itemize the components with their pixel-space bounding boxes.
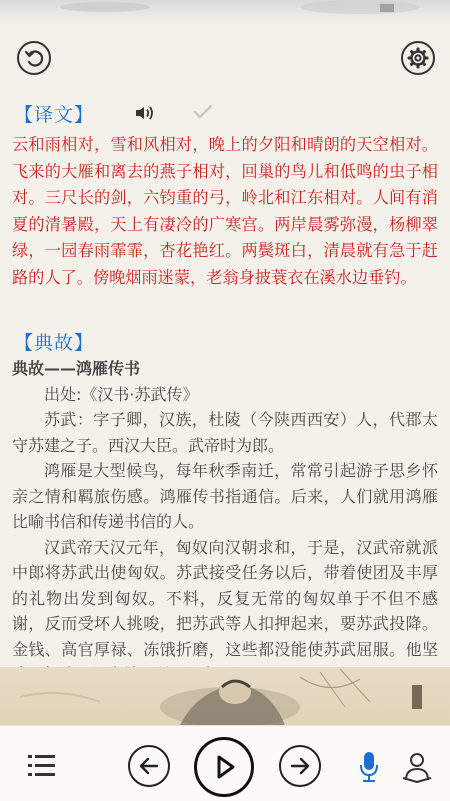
previous-button[interactable] xyxy=(128,745,170,787)
bottom-toolbar xyxy=(0,725,450,801)
allusion-paragraph: 鸿雁是大型候鸟，每年秋季南迁，常常引起游子思乡怀亲之情和羁旅伤感。鸿雁传书指通信。后来，人们就用鸿雁比喻书信和传递书信的人。 xyxy=(12,461,438,531)
microphone-icon xyxy=(358,750,380,784)
reader-icon xyxy=(400,750,434,784)
translation-text: 云和雨相对，雪和风相对，晚上的夕阳和晴朗的天空相对。飞来的大雁和离去的燕子相对，回巢的鸟儿和低鸣的虫子相对。三尺长的剑，六钧重的弓，岭北和江东相对。人间有消夏的清暑殿，天上有凄冷的广寒宫。两岸晨雾弥漫，杨柳翠绿，一园春雨霏霏，杏花艳红。两鬓斑白，清晨就有急于赶路的人了。傍晚烟雨迷蒙，老翁身披蓑衣在溪水边垂钓。 xyxy=(12,135,438,287)
checkmark-icon[interactable] xyxy=(193,104,213,124)
allusion-title: 【典故】 xyxy=(14,332,95,354)
allusion-source: 出处:《汉书·苏武传》 xyxy=(44,384,199,404)
back-button[interactable] xyxy=(17,41,51,75)
allusion-content xyxy=(12,356,438,666)
microphone-button[interactable] xyxy=(354,748,384,786)
arrow-right-icon xyxy=(289,756,311,776)
allusion-paragraph: 汉武帝天汉元年，匈奴向汉朝求和，于是，汉武帝就派中郎将苏武出使匈奴。苏武接受任务以后，带着使团及丰厚的礼物出发到匈奴。不料，反复无常的匈奴单于不但不感谢，反而受坏人挑唆，把苏武等人扣押起来，要苏武投降。金钱、高官厚禄、冻饿折磨，这些都没能使苏武屈服。他坚 xyxy=(12,537,438,659)
settings-button[interactable] xyxy=(401,41,435,75)
gear-icon xyxy=(406,46,430,70)
menu-button[interactable] xyxy=(22,748,62,784)
arrow-left-icon xyxy=(138,756,160,776)
reader-button[interactable] xyxy=(398,748,436,786)
ink-painting-banner xyxy=(0,667,450,725)
allusion-heading: 典故——鸿雁传书 xyxy=(12,359,141,378)
list-menu-icon xyxy=(27,752,57,780)
back-rotate-icon xyxy=(23,47,45,69)
speaker-icon[interactable] xyxy=(134,104,156,126)
allusion-paragraph: 苏武：字子卿，汉族，杜陵（今陕西西安）人，代郡太守苏建之子。西汉大臣。武帝时为郎。 xyxy=(12,410,438,455)
next-button[interactable] xyxy=(279,745,321,787)
play-icon xyxy=(210,753,238,781)
translation-title: 【译文】 xyxy=(14,104,95,126)
top-decoration xyxy=(0,0,450,26)
play-button[interactable] xyxy=(194,737,254,797)
